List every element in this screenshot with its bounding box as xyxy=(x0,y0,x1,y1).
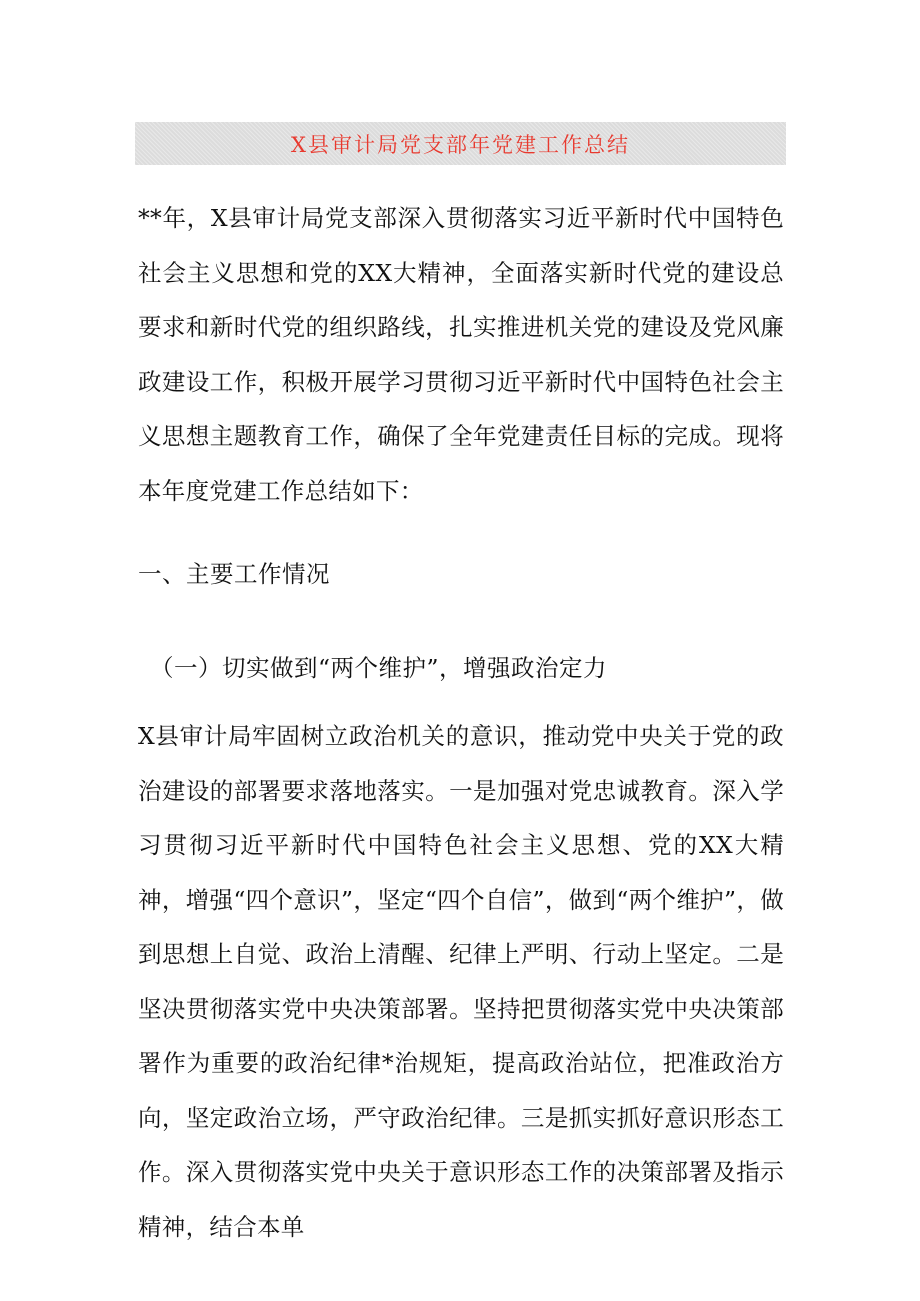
document-title: X县审计局党支部年党建工作总结 xyxy=(291,132,630,157)
section-heading: 一、主要工作情况 xyxy=(138,560,330,588)
title-banner xyxy=(135,122,786,165)
intro-paragraph: **年，X县审计局党支部深入贯彻落实习近平新时代中国特色社会主义思想和党的XX大精神，全面落实新时代党的建设总要求和新时代党的组织路线，扎实推进机关党的建设及党风廉政建设工作，积极开展学习贯彻习近平新时代中国特色社会主义思想主题教育工作，确保了全年党建责任目标的完成。现将本年度党建工作总结如下： xyxy=(138,204,784,505)
body-paragraph: X县审计局牢固树立政治机关的意识，推动党中央关于党的政治建设的部署要求落地落实。一是加强对党忠诚教育。深入学习贯彻习近平新时代中国特色社会主义思想、党的XX大精神，增强“四个意识”，坚定“四个自信”，做到“两个维护”，做到思想上自觉、政治上清醒、纪律上严明、行动上坚定。二是坚决贯彻落实党中央决策部署。坚持把贯彻落实党中央决策部署作为重要的政治纪律*治规矩，提高政治站位，把准政治方向，坚定政治立场，严守政治纪律。三是抓实抓好意识形态工作。深入贯彻落实党中央关于意识形态工作的决策部署及指示精神，结合本单 xyxy=(138,722,784,1241)
subsection-heading: （一）切实做到“两个维护”，增强政治定力 xyxy=(150,654,608,682)
